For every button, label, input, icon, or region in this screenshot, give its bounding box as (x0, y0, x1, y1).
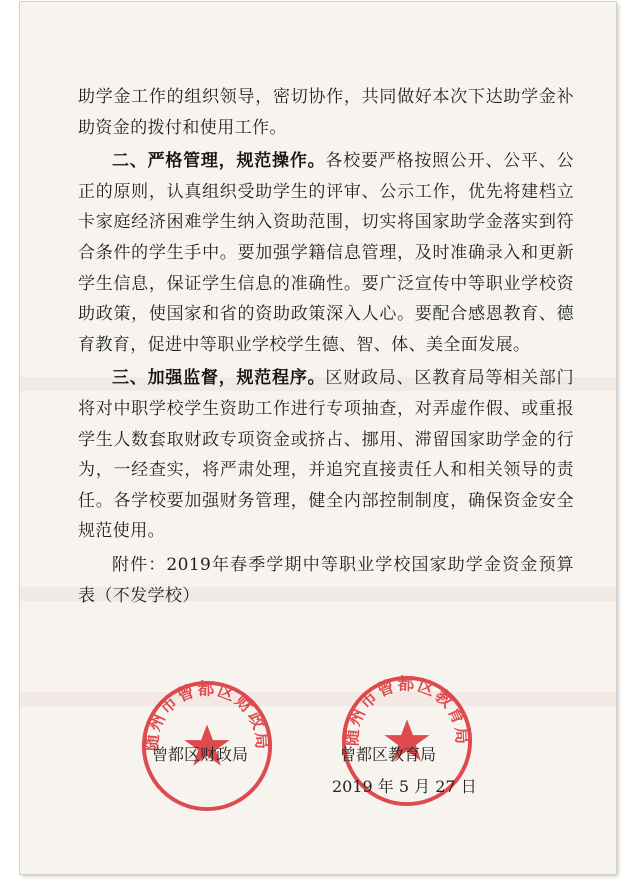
signature-education-bureau: 曾都区教育局 (340, 745, 437, 764)
signature-finance-bureau: 曾都区财政局 (152, 745, 249, 764)
paragraph-continuation (78, 82, 574, 143)
document-page (20, 2, 616, 874)
document-date: 2019 年 5 月 27 日 (332, 777, 477, 796)
paragraph-heading: 三、加强监督，规范程序。 (112, 368, 326, 389)
paragraph-supervision (78, 363, 574, 547)
paragraph-heading: 二、严格管理，规范操作。 (112, 151, 326, 172)
paragraph-text: 各校要严格按照公开、公平、公正的原则，认真组织受助学生的评审、公示工作，优先将建档立卡家庭经济困难学生纳入资助范围，切实将国家助学金落实到符合条件的学生手中。要加强学籍信息管理，及时准确录入和更新学生信息，保证学生信息的准确性。要广泛宣传中等职业学校资助政策，使国家和省的资助政策深入人心。要配合感恩教育、德育教育，促进中等职业学校学生德、智、体、美全面发展。 (78, 151, 574, 355)
seal-arc-text: 随州市曾都区财政局 (141, 678, 273, 752)
paragraph-text: 助学金工作的组织领导，密切协作，共同做好本次下达助学金补助资金的拨付和使用工作。 (78, 87, 574, 138)
bleed-through-shadow (20, 692, 616, 706)
seal-arc-text: 随州市曾都区教育局 (341, 673, 473, 747)
paragraph-text: 区财政局、区教育局等相关部门将对中职学校学生资助工作进行专项抽查，对弄虚作假、或重报学生人数套取财政专项资金或挤占、挪用、滞留国家助学金的行为，一经查实，将严肃处理，并追究直接责任人和相关领导的责任。各学校要加强财务管理，健全内部控制制度，确保资金安全规范使用。 (78, 368, 574, 542)
paragraph-strict-management (78, 146, 574, 360)
attachment-line: 附件：2019年春季学期中等职业学校国家助学金资金预算表（不发学校） (78, 554, 574, 606)
document-body (78, 82, 574, 614)
